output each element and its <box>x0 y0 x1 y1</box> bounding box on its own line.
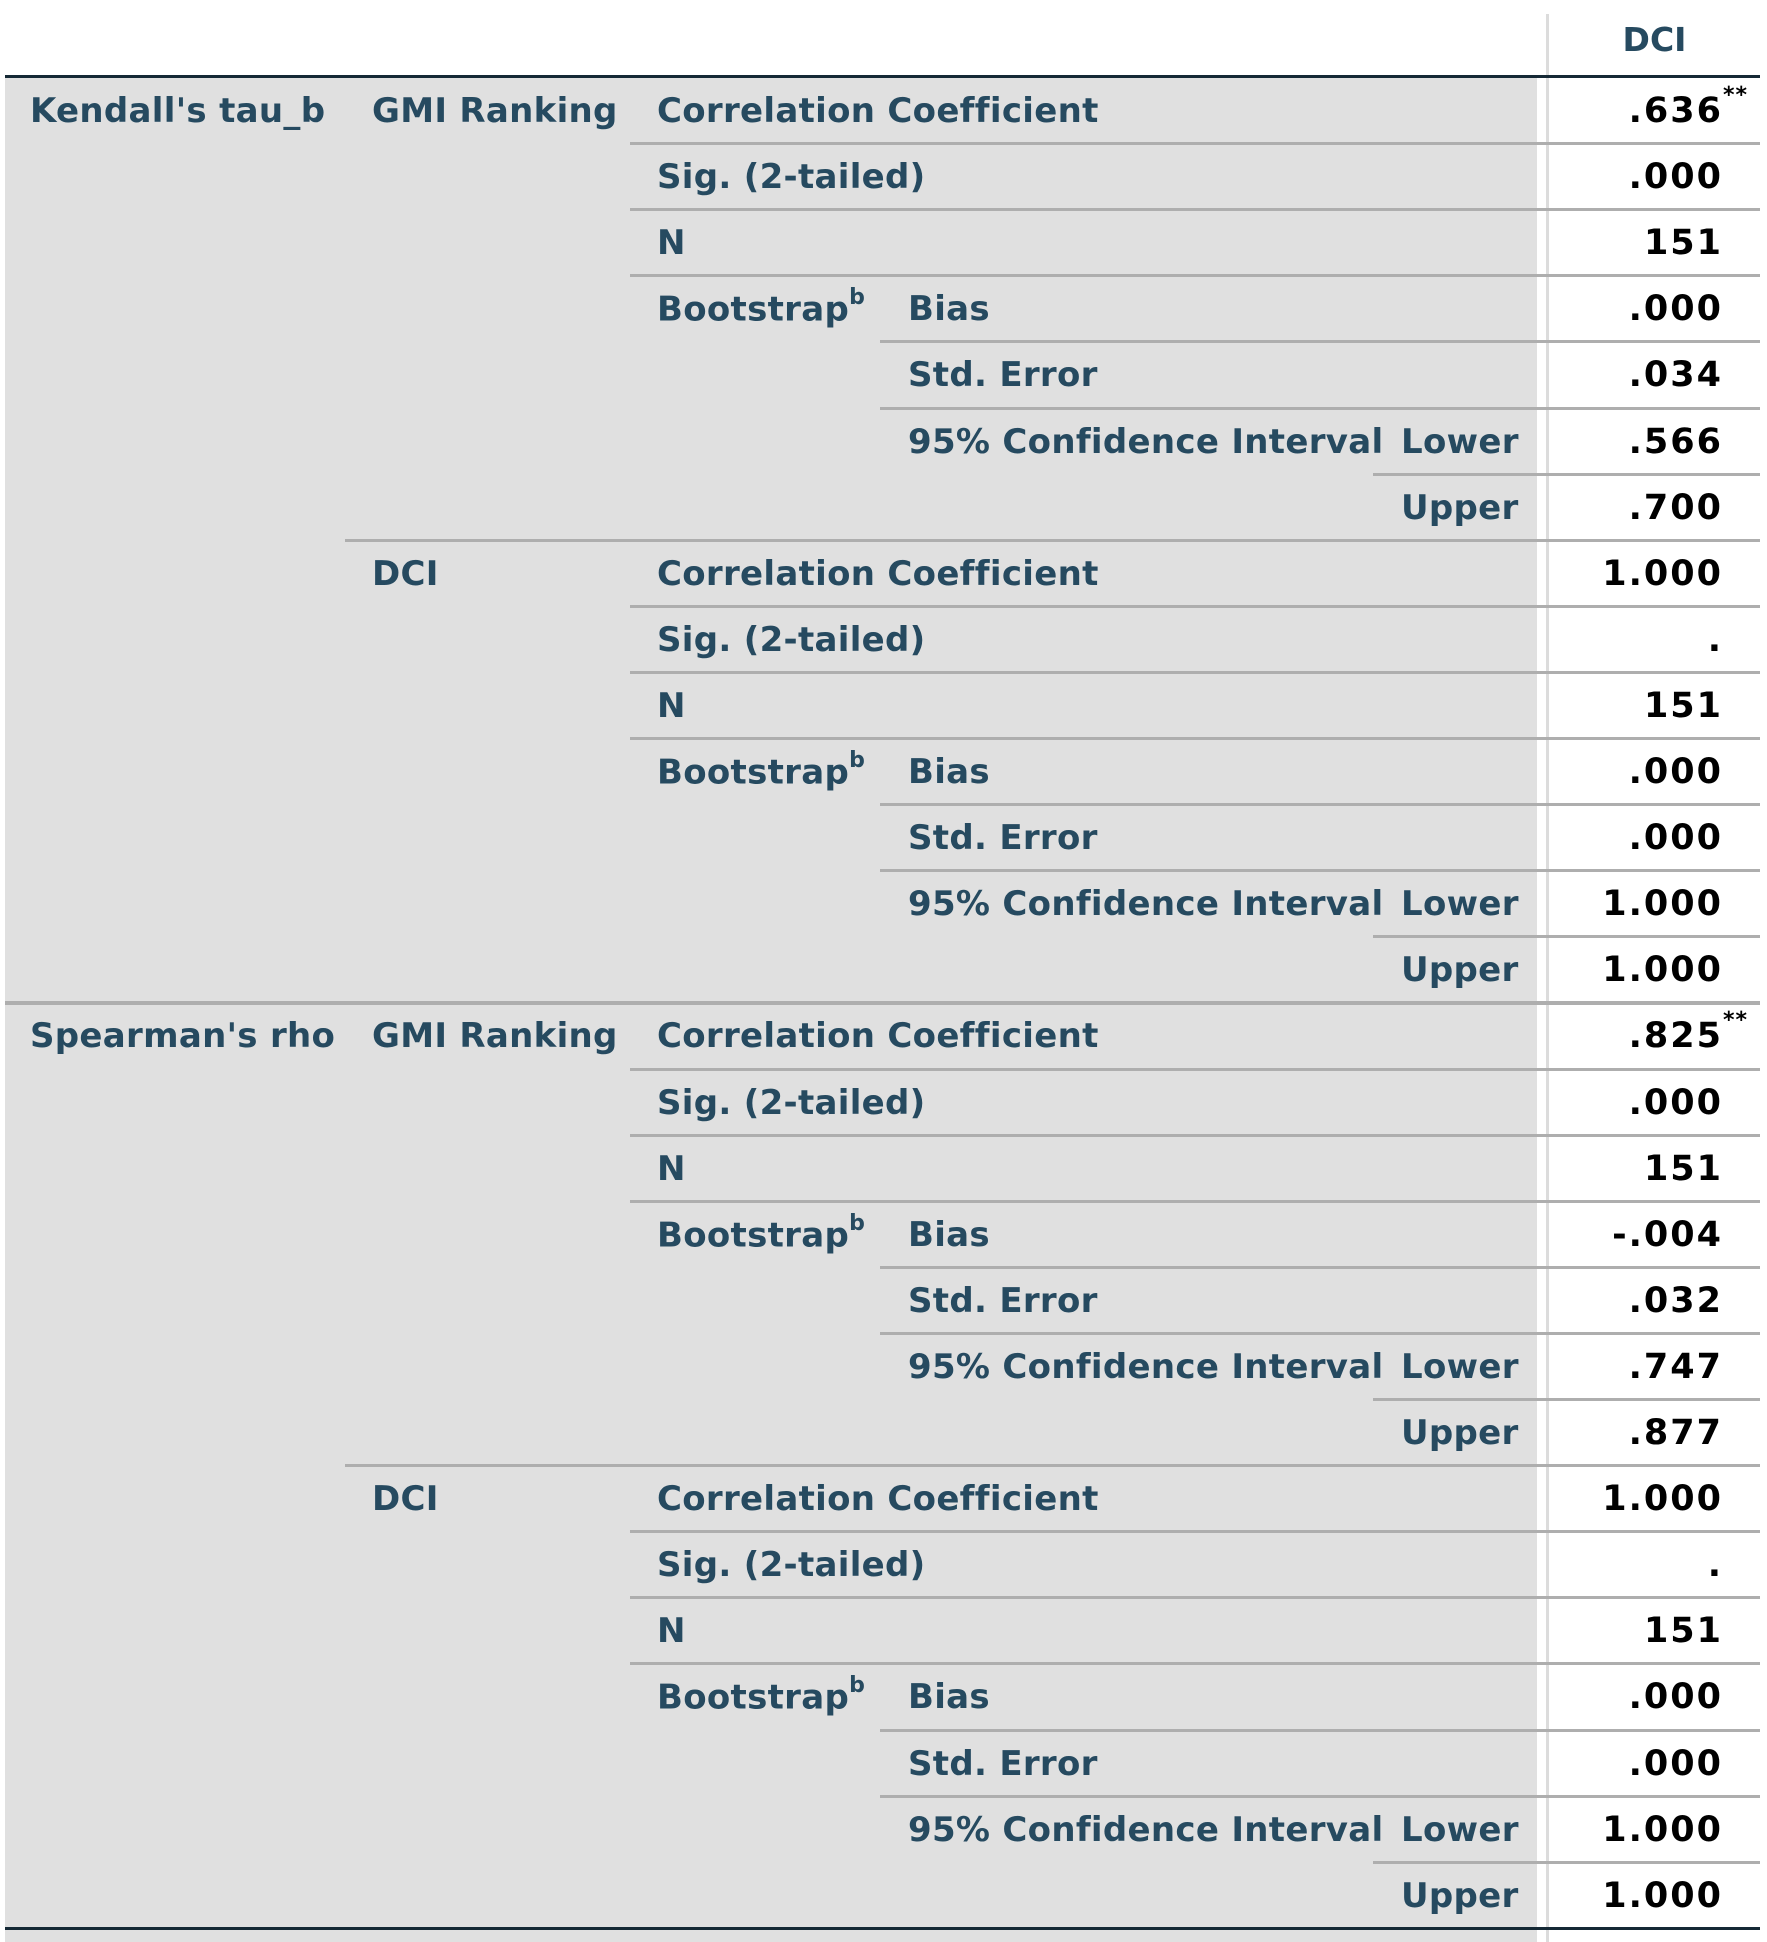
cell-value <box>1549 818 1723 858</box>
row-divider <box>880 1729 1760 1732</box>
cell-value <box>1549 1479 1723 1519</box>
row-label-text: Lower <box>1401 1809 1519 1850</box>
row-divider <box>630 274 1760 277</box>
row-label-l3 <box>657 157 925 197</box>
row-label-l5 <box>1401 1876 1519 1916</box>
row-label-text: N <box>657 1611 686 1652</box>
row-label-text: Spearman's rho <box>30 1016 336 1057</box>
row-label-l5 <box>1401 1347 1519 1387</box>
cell-value <box>1549 686 1723 726</box>
cell-value-text: .000 <box>1628 289 1723 330</box>
cell-value <box>1549 1281 1723 1321</box>
row-label-text: Bootstrap <box>657 752 850 793</box>
row-divider <box>630 142 1760 145</box>
cell-value <box>1549 157 1723 197</box>
cell-value-text: 151 <box>1643 685 1723 726</box>
row-label-l1 <box>30 1016 335 1056</box>
row-divider <box>880 803 1760 806</box>
cell-value-text: .000 <box>1628 752 1723 792</box>
cell-value <box>1549 83 1749 131</box>
cell-value <box>1549 1149 1723 1189</box>
row-label-text: Upper <box>1401 487 1519 528</box>
cell-value-text: 151 <box>1643 1148 1723 1189</box>
row-label-l2 <box>372 1016 618 1056</box>
row-label-l2 <box>372 554 439 594</box>
cell-value <box>1549 1810 1723 1850</box>
cell-value <box>1549 1083 1723 1123</box>
row-label-text: Std. Error <box>908 818 1098 859</box>
row-label-text: Bootstrap <box>657 1677 850 1718</box>
cell-value-text: 151 <box>1643 1611 1723 1652</box>
row-label-text: Bias <box>908 752 990 792</box>
row-label-l3 <box>657 686 686 726</box>
cell-value-text: .747 <box>1628 1346 1723 1387</box>
row-divider <box>345 539 1760 542</box>
row-label-text: Correlation Coefficient <box>657 1016 1099 1057</box>
row-label-l4 <box>908 1744 1098 1784</box>
row-label-text: Upper <box>1401 1413 1519 1453</box>
row-label-l5 <box>1401 884 1519 924</box>
row-label-text: Sig. (2-tailed) <box>657 157 926 198</box>
row-divider <box>1373 935 1760 938</box>
row-label-l4 <box>908 422 1383 462</box>
row-label-text: Sig. (2-tailed) <box>657 1082 926 1123</box>
row-label-text: Lower <box>1401 1346 1519 1387</box>
row-label-l3 <box>657 620 925 660</box>
row-label-text: Bootstrap <box>657 289 850 330</box>
cell-value <box>1549 289 1723 329</box>
row-label-text: Bootstrap <box>657 1215 850 1256</box>
row-label-text: 95% Confidence Interval <box>908 884 1384 925</box>
cell-value-text: .000 <box>1628 1743 1723 1784</box>
row-label-text: GMI Ranking <box>372 91 618 131</box>
cell-value-text: 1.000 <box>1602 950 1723 991</box>
row-label-text: GMI Ranking <box>372 1016 618 1057</box>
row-label-text: Bias <box>908 1677 990 1718</box>
cell-value <box>1549 1008 1749 1057</box>
table-bottom-rule <box>5 1927 1760 1930</box>
row-label-l4 <box>908 289 990 329</box>
row-divider <box>1373 1398 1760 1401</box>
cell-value-text: 1.000 <box>1602 884 1723 925</box>
row-label-l4 <box>908 752 990 792</box>
row-label-l4 <box>908 884 1383 924</box>
row-label-text: Sig. (2-tailed) <box>657 1545 926 1586</box>
row-label-text: Kendall's tau_b <box>30 91 326 131</box>
row-label-text: 95% Confidence Interval <box>908 1346 1384 1387</box>
cell-value-text: -.004 <box>1612 1214 1723 1255</box>
row-divider <box>630 1068 1760 1071</box>
cell-value <box>1549 355 1723 395</box>
row-divider <box>630 605 1760 608</box>
row-label-l3 <box>657 1545 925 1585</box>
row-label-l3 <box>657 1210 866 1256</box>
row-divider <box>630 1200 1760 1203</box>
row-label-l4 <box>908 355 1098 395</box>
significance-marker: ** <box>1723 1008 1749 1034</box>
row-label-l5 <box>1401 1413 1519 1453</box>
row-label-l4 <box>908 1677 990 1717</box>
cell-value-text: .034 <box>1628 355 1723 396</box>
cell-value-text: .000 <box>1628 818 1723 859</box>
row-label-text: Lower <box>1401 884 1519 925</box>
cell-value <box>1549 1677 1723 1717</box>
row-divider <box>630 1662 1760 1665</box>
row-label-l3 <box>657 554 1099 594</box>
cell-value <box>1549 223 1723 263</box>
row-label-text: DCI <box>372 1479 439 1520</box>
row-divider <box>630 1596 1760 1599</box>
row-label-l3 <box>657 285 866 330</box>
row-label-text: Correlation Coefficient <box>657 1479 1099 1520</box>
cell-value <box>1549 1611 1723 1651</box>
row-label-l3 <box>657 1149 686 1189</box>
row-label-l3 <box>657 1479 1099 1519</box>
row-label-l3 <box>657 1016 1099 1056</box>
row-divider <box>880 869 1760 872</box>
row-divider <box>630 1530 1760 1533</box>
row-divider <box>630 1134 1760 1137</box>
cell-value-text: 1.000 <box>1602 553 1723 594</box>
row-divider <box>630 208 1760 211</box>
cell-value-text: . <box>1707 1545 1723 1586</box>
row-label-text: 95% Confidence Interval <box>908 1809 1384 1850</box>
row-label-l5 <box>1401 422 1519 462</box>
cell-value-text: .700 <box>1628 487 1723 528</box>
cell-value <box>1549 950 1723 990</box>
cell-value-text: 1.000 <box>1602 1479 1723 1520</box>
row-label-l3 <box>657 1673 866 1718</box>
row-label-l4 <box>908 1215 990 1255</box>
row-label-l2 <box>372 1479 439 1519</box>
cell-value <box>1549 1545 1723 1585</box>
row-label-l4 <box>908 1281 1098 1321</box>
row-label-l3 <box>657 748 866 793</box>
header-rule <box>5 75 1760 78</box>
cell-value <box>1549 620 1723 660</box>
row-label-l3 <box>657 91 1099 131</box>
cell-value <box>1549 752 1723 792</box>
row-label-l4 <box>908 1810 1383 1850</box>
cell-value <box>1549 422 1723 462</box>
cell-value-text: .032 <box>1628 1280 1723 1321</box>
row-label-text: Bias <box>908 1214 990 1255</box>
significance-marker: ** <box>1723 83 1749 108</box>
row-label-l3 <box>657 1083 925 1123</box>
row-divider <box>5 1001 1760 1005</box>
cell-value-text: .000 <box>1628 157 1723 198</box>
row-label-text: N <box>657 223 686 264</box>
row-label-text: Bias <box>908 289 990 330</box>
cell-value-text: .566 <box>1628 421 1723 462</box>
row-label-text: N <box>657 1148 686 1189</box>
cell-value <box>1549 488 1723 528</box>
row-divider <box>880 1795 1760 1798</box>
row-divider <box>630 737 1760 740</box>
row-divider <box>630 671 1760 674</box>
row-label-l3 <box>657 1611 686 1651</box>
row-label-text: Correlation Coefficient <box>657 553 1099 594</box>
row-divider <box>1373 473 1760 476</box>
cell-value-text: . <box>1707 619 1723 660</box>
cell-value <box>1549 554 1723 594</box>
row-divider <box>1373 1861 1760 1864</box>
row-label-text: Std. Error <box>908 1743 1098 1784</box>
row-label-text: Upper <box>1401 1875 1519 1916</box>
footnote-marker: b <box>849 285 866 311</box>
row-label-text: Lower <box>1401 421 1519 462</box>
row-label-l3 <box>657 223 686 263</box>
row-label-text: 95% Confidence Interval <box>908 421 1384 462</box>
row-label-text: Upper <box>1401 950 1519 991</box>
row-divider <box>880 1266 1760 1269</box>
footnote-marker: b <box>849 1673 866 1699</box>
row-label-text: Std. Error <box>908 355 1098 396</box>
row-divider <box>345 1464 1760 1467</box>
row-label-l5 <box>1401 1810 1519 1850</box>
footnote-marker: b <box>849 748 866 773</box>
cell-value <box>1549 1215 1723 1255</box>
row-label-text: Correlation Coefficient <box>657 91 1099 131</box>
cell-value <box>1549 1413 1723 1453</box>
row-label-text: Sig. (2-tailed) <box>657 619 926 660</box>
row-label-l5 <box>1401 488 1519 528</box>
cell-value <box>1549 1347 1723 1387</box>
row-divider <box>880 407 1760 410</box>
cell-value <box>1549 884 1723 924</box>
row-divider <box>880 340 1760 343</box>
column-header-dci: DCI <box>1622 20 1687 59</box>
cell-value-text: .000 <box>1628 1677 1723 1718</box>
cell-value-text: 1.000 <box>1602 1875 1723 1916</box>
row-label-text: Std. Error <box>908 1280 1098 1321</box>
cell-value <box>1549 1876 1723 1916</box>
cell-value-text: .000 <box>1628 1082 1723 1123</box>
row-label-l4 <box>908 818 1098 858</box>
row-label-l2 <box>372 91 618 131</box>
row-label-l1 <box>30 91 325 131</box>
cell-value-text: .636 <box>1628 91 1723 131</box>
cell-value-text: 1.000 <box>1602 1809 1723 1850</box>
row-label-text: N <box>657 685 686 726</box>
footnote-marker: b <box>849 1210 866 1236</box>
row-label-text: DCI <box>372 553 439 594</box>
cell-value-text: 151 <box>1643 223 1723 264</box>
row-label-l5 <box>1401 950 1519 990</box>
row-label-l4 <box>908 1347 1383 1387</box>
cell-value-text: .825 <box>1628 1016 1723 1057</box>
cell-value <box>1549 1744 1723 1784</box>
row-divider <box>880 1332 1760 1335</box>
cell-value-text: .877 <box>1628 1413 1723 1453</box>
